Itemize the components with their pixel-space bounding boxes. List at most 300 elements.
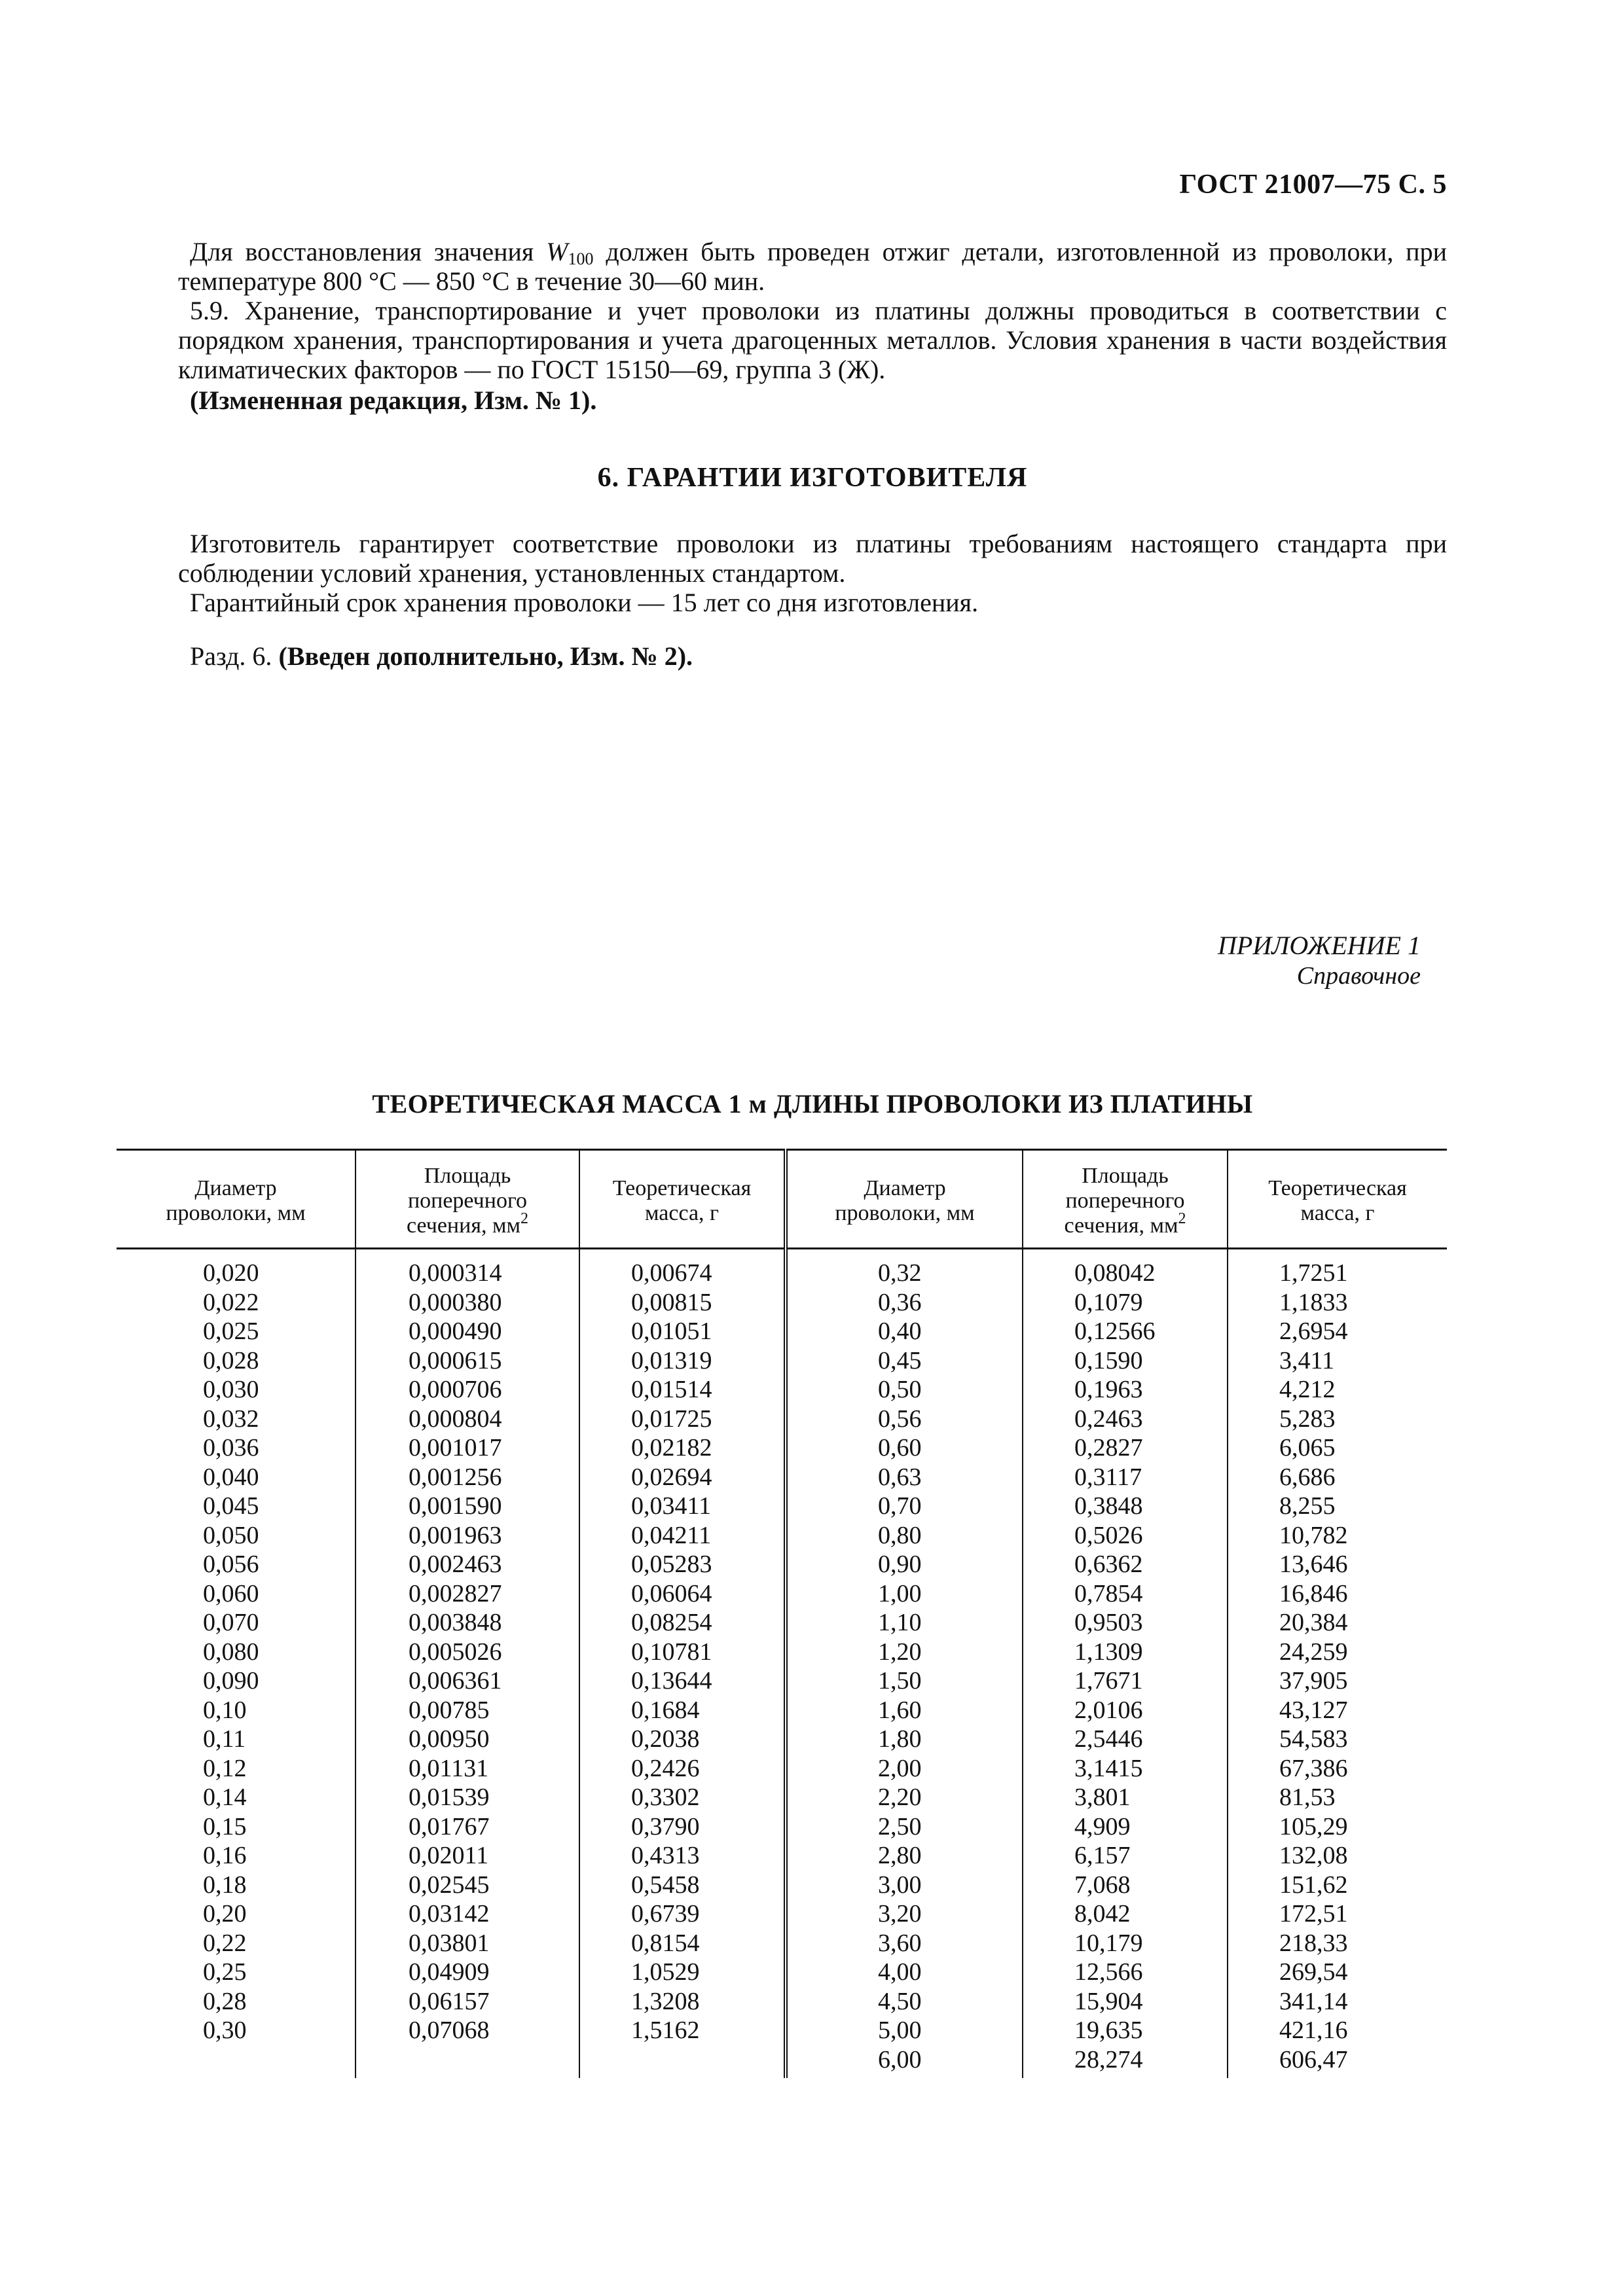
table-cell-right-area	[1023, 1317, 1228, 1346]
header-line-text: сечения, мм	[406, 1213, 520, 1238]
table-cell-left-mass	[579, 1725, 786, 1754]
amendment-note-1: (Измененная редакция, Изм. № 1).	[190, 386, 597, 415]
cell-value: 0,4313	[631, 1842, 700, 1869]
cell-value: 0,32	[878, 1259, 922, 1287]
cell-value: 2,20	[878, 1784, 922, 1811]
header-mass-right	[1228, 1150, 1447, 1249]
table-cell-right-area	[1023, 1638, 1228, 1667]
table-cell-left-area	[356, 1249, 579, 1288]
cell-value: 606,47	[1279, 2045, 1348, 2073]
paragraph-5-9: 5.9. Хранение, транспортирование и учет проволоки из платины должны проводиться в соответствии с порядком хранения, транспортирования и учета драгоценных металлов. Условия хранения в части воздействия климатических факторов — по ГОСТ 15150—69, группа 3 (Ж).	[178, 296, 1447, 384]
cell-value: 0,9503	[1074, 1609, 1143, 1636]
cell-value: 1,3208	[631, 1987, 700, 2015]
table-cell-right-diameter	[786, 1346, 1023, 1376]
table-cell-right-mass	[1228, 2016, 1447, 2045]
table-cell-left-mass	[579, 1987, 786, 2017]
cell-value: 0,5026	[1074, 1521, 1143, 1549]
table-cell-right-mass	[1228, 1405, 1447, 1434]
cell-value: 0,1079	[1074, 1288, 1143, 1316]
cell-value: 0,08254	[631, 1609, 712, 1636]
cell-value: 6,686	[1279, 1463, 1336, 1491]
cell-value: 0,63	[878, 1463, 922, 1491]
table-cell-left-diameter	[117, 1899, 356, 1929]
table-cell-right-mass	[1228, 1638, 1447, 1667]
cell-value: 0,60	[878, 1434, 922, 1462]
table-cell-left-area	[356, 1696, 579, 1725]
cell-value: 0,03801	[409, 1929, 490, 1957]
cell-value: 0,3790	[631, 1812, 700, 1840]
cell-value: 0,6739	[631, 1900, 700, 1928]
table-cell-left-diameter	[117, 2045, 356, 2079]
header-line: проволоки, мм	[835, 1201, 975, 1225]
cell-value: 43,127	[1279, 1696, 1348, 1724]
cell-value: 3,801	[1074, 1784, 1131, 1811]
table-header-row	[117, 1150, 1447, 1249]
amendment-note-2	[178, 641, 1447, 671]
text-block-section-note	[178, 641, 1447, 671]
cell-value: 0,03142	[409, 1900, 490, 1928]
cell-value: 0,5458	[631, 1871, 700, 1899]
cell-value: 0,3117	[1074, 1463, 1142, 1491]
cell-value: 0,28	[203, 1987, 247, 2015]
table-cell-right-diameter	[786, 1666, 1023, 1696]
header-diameter	[117, 1150, 356, 1249]
table-cell-right-mass	[1228, 1987, 1447, 2017]
appendix-label	[1113, 931, 1421, 991]
table-cell-right-mass	[1228, 1492, 1447, 1521]
cell-value: 0,2426	[631, 1754, 700, 1782]
cell-value: 5,283	[1279, 1405, 1336, 1433]
table-cell-left-area	[356, 1638, 579, 1667]
cell-value: 0,080	[203, 1638, 259, 1666]
table-cell-right-area	[1023, 1433, 1228, 1463]
cell-value: 20,384	[1279, 1609, 1348, 1636]
cell-value: 0,02694	[631, 1463, 712, 1491]
table-cell-right-diameter	[786, 1288, 1023, 1318]
table-cell-left-mass	[579, 2016, 786, 2045]
table-cell-right-area	[1023, 1579, 1228, 1609]
mass-table	[117, 1149, 1447, 2078]
cell-value: 24,259	[1279, 1638, 1348, 1666]
table-cell-right-area	[1023, 1550, 1228, 1579]
header-line: Площадь	[1082, 1164, 1169, 1188]
table-cell-left-diameter	[117, 1608, 356, 1638]
cell-value: 0,001590	[409, 1492, 502, 1520]
appendix-title: ПРИЛОЖЕНИЕ 1	[1218, 931, 1421, 960]
table-cell-left-area	[356, 1463, 579, 1492]
cell-value: 0,020	[203, 1259, 259, 1287]
cell-value: 0,000706	[409, 1376, 502, 1403]
table-cell-left-area	[356, 1608, 579, 1638]
table-cell-left-mass	[579, 1346, 786, 1376]
table-cell-left-mass	[579, 1638, 786, 1667]
table-cell-right-mass	[1228, 1871, 1447, 1900]
table-cell-left-mass	[579, 1666, 786, 1696]
table-cell-left-diameter	[117, 1929, 356, 1958]
cell-value: 6,065	[1279, 1434, 1336, 1462]
cell-value: 0,22	[203, 1929, 247, 1957]
cell-value: 1,50	[878, 1667, 922, 1695]
paragraph-annealing	[178, 237, 1447, 296]
table-row	[117, 1958, 1447, 1987]
cell-value: 269,54	[1279, 1958, 1348, 1986]
cell-value: 0,01767	[409, 1812, 490, 1840]
table-cell-left-area	[356, 1812, 579, 1842]
cell-value: 0,002827	[409, 1579, 502, 1607]
table-cell-left-mass	[579, 1317, 786, 1346]
cell-value: 0,050	[203, 1521, 259, 1549]
table-row	[117, 1725, 1447, 1754]
cell-value: 0,1963	[1074, 1376, 1143, 1403]
table-cell-left-area	[356, 2045, 579, 2079]
cell-value: 0,01725	[631, 1405, 712, 1433]
table-cell-right-mass	[1228, 1249, 1447, 1288]
cell-value: 0,16	[203, 1842, 247, 1869]
table-cell-left-mass	[579, 1958, 786, 1987]
table-cell-right-area	[1023, 1249, 1228, 1288]
table-cell-right-diameter	[786, 1899, 1023, 1929]
cell-value: 0,001256	[409, 1463, 502, 1491]
table-row	[117, 2045, 1447, 2079]
table-cell-left-mass	[579, 1929, 786, 1958]
cell-value: 421,16	[1279, 2017, 1348, 2044]
cell-value: 0,01319	[631, 1346, 712, 1374]
cell-value: 0,01514	[631, 1376, 712, 1403]
cell-value: 54,583	[1279, 1725, 1348, 1753]
cell-value: 1,7251	[1279, 1259, 1348, 1287]
cell-value: 0,13644	[631, 1667, 712, 1695]
header-line	[360, 1210, 575, 1238]
table-cell-left-area	[356, 1958, 579, 1987]
table-cell-right-mass	[1228, 1783, 1447, 1812]
table-cell-right-mass	[1228, 1375, 1447, 1405]
table-cell-right-mass	[1228, 1958, 1447, 1987]
table-cell-left-diameter	[117, 1579, 356, 1609]
cell-value: 10,179	[1074, 1929, 1143, 1957]
cell-value: 6,00	[878, 2045, 922, 2073]
cell-value: 28,274	[1074, 2045, 1143, 2073]
cell-value: 0,022	[203, 1288, 259, 1316]
table-cell-left-mass	[579, 1579, 786, 1609]
table-cell-right-mass	[1228, 1725, 1447, 1754]
table-cell-right-area	[1023, 1405, 1228, 1434]
table-cell-left-diameter	[117, 1696, 356, 1725]
table-cell-left-diameter	[117, 1871, 356, 1900]
table-title: ТЕОРЕТИЧЕСКАЯ МАССА 1 м ДЛИНЫ ПРОВОЛОКИ ИЗ ПЛАТИНЫ	[372, 1089, 1253, 1119]
table-cell-left-mass	[579, 1433, 786, 1463]
cell-value: 5,00	[878, 2017, 922, 2044]
table-cell-right-diameter	[786, 1579, 1023, 1609]
cell-value: 0,040	[203, 1463, 259, 1491]
table-cell-left-area	[356, 1871, 579, 1900]
table-cell-right-area	[1023, 1871, 1228, 1900]
table-cell-left-area	[356, 1433, 579, 1463]
header-line: Площадь	[424, 1164, 511, 1188]
note-prefix: Разд. 6.	[190, 641, 279, 671]
cell-value: 81,53	[1279, 1784, 1336, 1811]
table-cell-right-mass	[1228, 1929, 1447, 1958]
cell-value: 0,003848	[409, 1609, 502, 1636]
table-row	[117, 1492, 1447, 1521]
variable-subscript: 100	[568, 249, 594, 268]
cell-value: 0,06064	[631, 1579, 712, 1607]
appendix-kind: Справочное	[1296, 962, 1421, 990]
table-cell-right-area	[1023, 1783, 1228, 1812]
table-cell-right-area	[1023, 1812, 1228, 1842]
cell-value: 0,036	[203, 1434, 259, 1462]
table-cell-left-area	[356, 1666, 579, 1696]
cell-value: 0,30	[203, 2017, 247, 2044]
table-row	[117, 1899, 1447, 1929]
cell-value: 0,032	[203, 1405, 259, 1433]
cell-value: 0,060	[203, 1579, 259, 1607]
table-row	[117, 1754, 1447, 1784]
table-cell-left-mass	[579, 1871, 786, 1900]
cell-value: 0,6362	[1074, 1551, 1143, 1578]
table-row	[117, 1929, 1447, 1958]
table-cell-left-area	[356, 1405, 579, 1434]
table-cell-right-diameter	[786, 1317, 1023, 1346]
table-cell-left-area	[356, 1754, 579, 1784]
header-line	[1027, 1210, 1223, 1238]
table-cell-left-area	[356, 1492, 579, 1521]
table-row	[117, 1463, 1447, 1492]
table-body	[117, 1249, 1447, 2079]
table-cell-left-diameter	[117, 1249, 356, 1288]
table-row	[117, 1987, 1447, 2017]
cell-value: 1,20	[878, 1638, 922, 1666]
table-cell-left-area	[356, 1288, 579, 1318]
running-head: ГОСТ 21007—75 С. 5	[1179, 170, 1447, 200]
table-cell-right-diameter	[786, 1405, 1023, 1434]
table-cell-left-diameter	[117, 1754, 356, 1784]
cell-value: 2,0106	[1074, 1696, 1143, 1724]
cell-value: 3,411	[1279, 1346, 1335, 1374]
cell-value: 0,56	[878, 1405, 922, 1433]
table-cell-right-diameter	[786, 1638, 1023, 1667]
table-cell-right-area	[1023, 1929, 1228, 1958]
table-cell-right-mass	[1228, 2045, 1447, 2079]
cell-value: 0,14	[203, 1784, 247, 1811]
table-cell-right-mass	[1228, 1899, 1447, 1929]
cell-value: 0,090	[203, 1667, 259, 1695]
table-cell-right-diameter	[786, 1783, 1023, 1812]
table-cell-right-area	[1023, 1346, 1228, 1376]
cell-value: 3,20	[878, 1900, 922, 1928]
table-row	[117, 1550, 1447, 1579]
cell-value: 13,646	[1279, 1551, 1348, 1578]
table-row	[117, 1346, 1447, 1376]
table-cell-left-mass	[579, 1783, 786, 1812]
cell-value: 3,00	[878, 1871, 922, 1899]
cell-value: 2,50	[878, 1812, 922, 1840]
table-cell-right-diameter	[786, 1492, 1023, 1521]
table-cell-left-diameter	[117, 1666, 356, 1696]
cell-value: 0,02011	[409, 1842, 489, 1869]
table-cell-left-diameter	[117, 1550, 356, 1579]
table-cell-left-mass	[579, 1841, 786, 1871]
table-row	[117, 1638, 1447, 1667]
table-cell-right-diameter	[786, 1550, 1023, 1579]
table-cell-right-diameter	[786, 1521, 1023, 1551]
table-cell-left-diameter	[117, 1725, 356, 1754]
table-cell-right-area	[1023, 1899, 1228, 1929]
table-cell-right-area	[1023, 1666, 1228, 1696]
table-cell-left-diameter	[117, 1375, 356, 1405]
note-bold: (Введен дополнительно, Изм. № 2).	[278, 641, 693, 671]
table-cell-left-diameter	[117, 1783, 356, 1812]
cell-value: 0,06157	[409, 1987, 490, 2015]
cell-value: 0,070	[203, 1609, 259, 1636]
cell-value: 0,002463	[409, 1551, 502, 1578]
table-cell-right-diameter	[786, 1725, 1023, 1754]
header-line: поперечного	[1065, 1189, 1185, 1213]
cell-value: 1,0529	[631, 1958, 700, 1986]
cell-value: 0,70	[878, 1492, 922, 1520]
cell-value: 0,006361	[409, 1667, 502, 1695]
cell-value: 0,7854	[1074, 1579, 1143, 1607]
cell-value: 0,001963	[409, 1521, 502, 1549]
table-cell-right-mass	[1228, 1666, 1447, 1696]
table-cell-right-diameter	[786, 1754, 1023, 1784]
cell-value: 0,07068	[409, 2017, 490, 2044]
table-cell-left-area	[356, 1317, 579, 1346]
table-cell-right-area	[1023, 1987, 1228, 2017]
table-cell-right-area	[1023, 1521, 1228, 1551]
cell-value: 0,000615	[409, 1346, 502, 1374]
cell-value: 1,60	[878, 1696, 922, 1724]
header-line: Теоретическая	[1268, 1176, 1407, 1200]
cell-value: 0,05283	[631, 1551, 712, 1578]
table-cell-right-diameter	[786, 1249, 1023, 1288]
table-row	[117, 1317, 1447, 1346]
cell-value: 341,14	[1279, 1987, 1348, 2015]
cell-value: 0,3302	[631, 1784, 700, 1811]
table-row	[117, 1579, 1447, 1609]
cell-value: 1,7671	[1074, 1667, 1143, 1695]
cell-value: 10,782	[1279, 1521, 1348, 1549]
table-cell-left-area	[356, 1550, 579, 1579]
table-cell-left-diameter	[117, 1346, 356, 1376]
cell-value: 0,1684	[631, 1696, 700, 1724]
cell-value: 1,1833	[1279, 1288, 1348, 1316]
cell-value: 151,62	[1279, 1871, 1348, 1899]
cell-value: 0,15	[203, 1812, 247, 1840]
table-cell-right-mass	[1228, 1346, 1447, 1376]
table-cell-right-area	[1023, 1725, 1228, 1754]
table-cell-left-area	[356, 1929, 579, 1958]
cell-value: 0,00950	[409, 1725, 490, 1753]
table-cell-left-area	[356, 1375, 579, 1405]
table-cell-right-area	[1023, 1958, 1228, 1987]
header-line: поперечного	[407, 1189, 528, 1213]
cell-value: 0,000804	[409, 1405, 502, 1433]
cell-value: 2,5446	[1074, 1725, 1143, 1753]
table-cell-left-mass	[579, 1550, 786, 1579]
cell-value: 1,00	[878, 1579, 922, 1607]
cell-value: 0,025	[203, 1318, 259, 1345]
table-cell-right-mass	[1228, 1696, 1447, 1725]
text-block-warranty	[178, 529, 1447, 617]
cell-value: 0,000380	[409, 1288, 502, 1316]
table-row	[117, 1433, 1447, 1463]
cell-value: 0,18	[203, 1871, 247, 1899]
cell-value: 12,566	[1074, 1958, 1143, 1986]
table-row	[117, 1812, 1447, 1842]
header-line: масса, г	[1300, 1201, 1375, 1225]
cell-value: 0,10781	[631, 1638, 712, 1666]
table-cell-left-diameter	[117, 1433, 356, 1463]
table-cell-left-mass	[579, 1696, 786, 1725]
table-cell-right-area	[1023, 1288, 1228, 1318]
table-cell-left-diameter	[117, 1463, 356, 1492]
cell-value: 0,25	[203, 1958, 247, 1986]
table-cell-right-mass	[1228, 1433, 1447, 1463]
table-cell-left-mass	[579, 1521, 786, 1551]
table-cell-left-area	[356, 1783, 579, 1812]
table-cell-left-diameter	[117, 1521, 356, 1551]
table-cell-right-area	[1023, 2045, 1228, 2079]
cell-value: 8,042	[1074, 1900, 1131, 1928]
table-cell-right-area	[1023, 1463, 1228, 1492]
table-row	[117, 1696, 1447, 1725]
table-cell-left-diameter	[117, 1958, 356, 1987]
table-cell-left-diameter	[117, 1317, 356, 1346]
table-cell-left-diameter	[117, 1288, 356, 1318]
table-cell-right-area	[1023, 1841, 1228, 1871]
header-superscript: 2	[1178, 1210, 1186, 1227]
table-cell-right-diameter	[786, 1696, 1023, 1725]
table-row	[117, 1666, 1447, 1696]
cell-value: 0,030	[203, 1376, 259, 1403]
cell-value: 0,04909	[409, 1958, 490, 1986]
cell-value: 4,212	[1279, 1376, 1336, 1403]
cell-value: 8,255	[1279, 1492, 1336, 1520]
table-row	[117, 1871, 1447, 1900]
table-cell-right-diameter	[786, 2016, 1023, 2045]
cell-value: 0,2038	[631, 1725, 700, 1753]
table-cell-right-mass	[1228, 1608, 1447, 1638]
table-cell-right-area	[1023, 2016, 1228, 2045]
cell-value: 0,12	[203, 1754, 247, 1782]
table-cell-left-area	[356, 1987, 579, 2017]
cell-value: 0,12566	[1074, 1318, 1156, 1345]
table-cell-right-area	[1023, 1608, 1228, 1638]
table-cell-left-mass	[579, 1608, 786, 1638]
cell-value: 0,3848	[1074, 1492, 1143, 1520]
cell-value: 0,01131	[409, 1754, 489, 1782]
table-cell-right-diameter	[786, 1929, 1023, 1958]
table-cell-right-diameter	[786, 1375, 1023, 1405]
cell-value: 0,50	[878, 1376, 922, 1403]
table-cell-left-area	[356, 2016, 579, 2045]
table-cell-left-diameter	[117, 2016, 356, 2045]
table-cell-left-mass	[579, 2045, 786, 2079]
header-line: Теоретическая	[612, 1176, 752, 1200]
cell-value: 0,005026	[409, 1638, 502, 1666]
cell-value: 132,08	[1279, 1842, 1348, 1869]
table-row	[117, 1521, 1447, 1551]
cell-value: 0,00674	[631, 1259, 712, 1287]
cell-value: 16,846	[1279, 1579, 1348, 1607]
cell-value: 0,45	[878, 1346, 922, 1374]
table-cell-right-area	[1023, 1492, 1228, 1521]
table-row	[117, 1608, 1447, 1638]
cell-value: 0,01051	[631, 1318, 712, 1345]
table-cell-right-mass	[1228, 1754, 1447, 1784]
cell-value: 0,8154	[631, 1929, 700, 1957]
cell-value: 19,635	[1074, 2017, 1143, 2044]
